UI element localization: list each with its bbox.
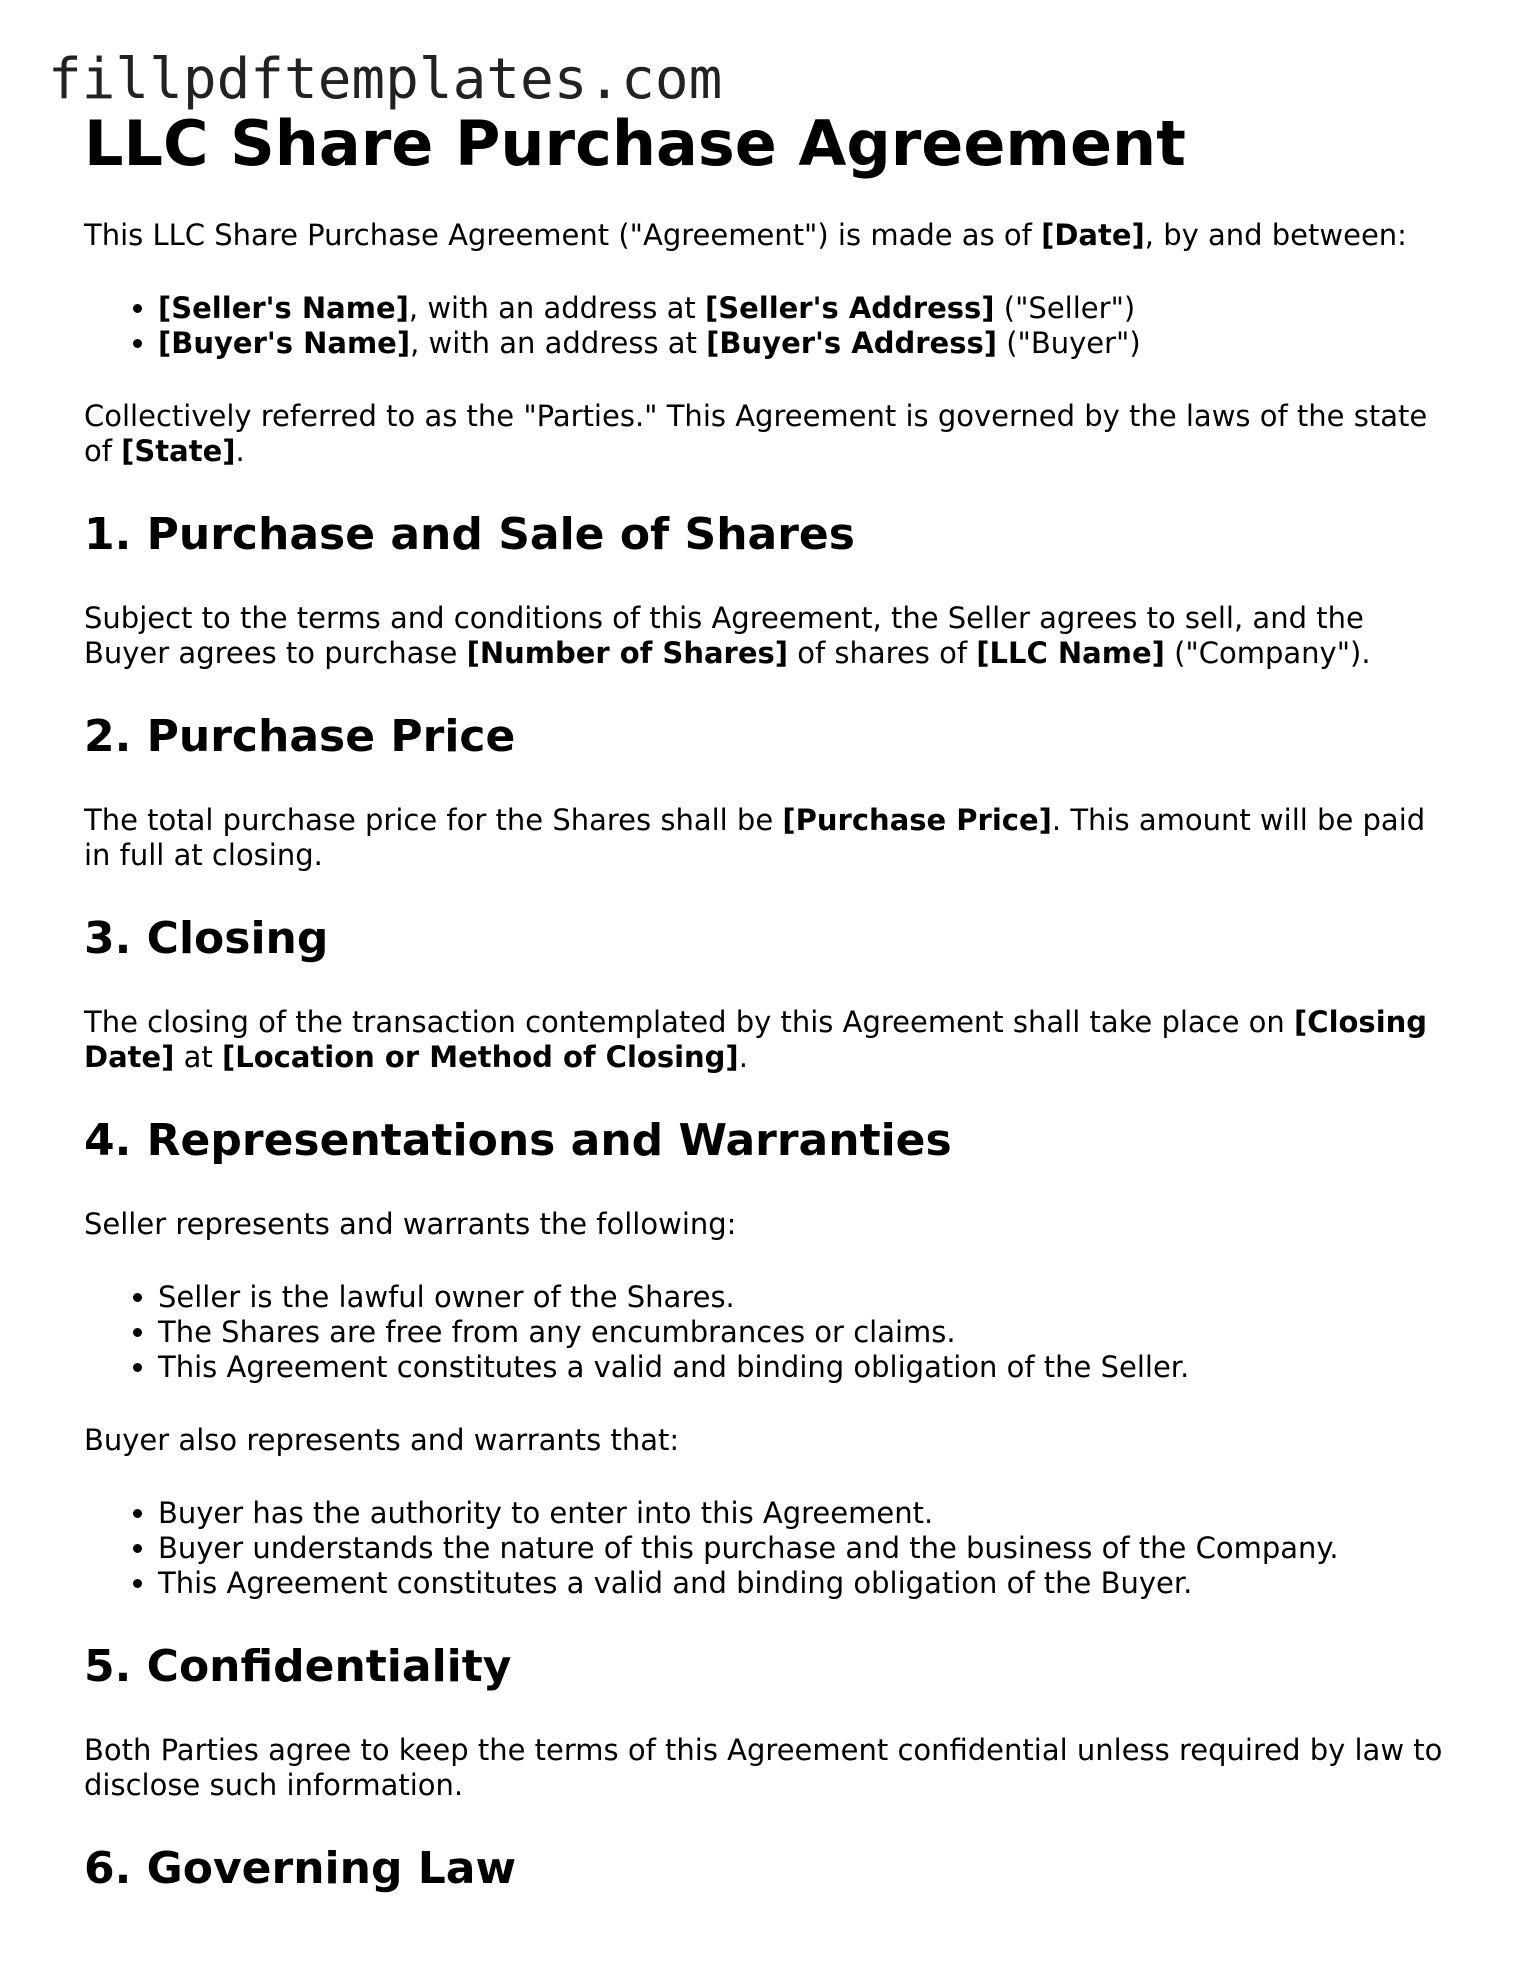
section-paragraph-purchase-sale bbox=[84, 601, 1444, 671]
section-text: . bbox=[738, 1040, 748, 1074]
collective-text-end: . bbox=[235, 434, 245, 468]
section-heading-governing-law: 6. Governing Law bbox=[84, 1843, 517, 1894]
document-page bbox=[84, 106, 1444, 1935]
section-heading-purchase-price: 2. Purchase Price bbox=[84, 711, 516, 762]
party-text: , with an address at bbox=[410, 326, 707, 360]
buyer-name-placeholder: [Buyer's Name] bbox=[158, 326, 411, 360]
list-item: • Buyer understands the nature of this purchase and the business of the Company. bbox=[158, 1531, 1444, 1566]
llc-name-placeholder: [LLC Name] bbox=[976, 636, 1165, 670]
seller-warranties-intro: Seller represents and warrants the following: bbox=[84, 1207, 737, 1241]
section-text: . This amount will be paid in full at closing. bbox=[84, 803, 1426, 872]
list-item: • Buyer has the authority to enter into this Agreement. bbox=[158, 1496, 1444, 1531]
watermark: fillpdftemplates.com bbox=[48, 47, 723, 112]
section-text: of shares of bbox=[788, 636, 977, 670]
party-item-buyer bbox=[158, 326, 1444, 361]
party-role: ("Seller") bbox=[994, 291, 1136, 325]
list-item: • The Shares are free from any encumbrances or claims. bbox=[158, 1315, 1444, 1350]
seller-address-placeholder: [Seller's Address] bbox=[704, 291, 995, 325]
section-heading-confidentiality: 5. Confidentiality bbox=[84, 1641, 512, 1692]
list-item: • This Agreement constitutes a valid and binding obligation of the Buyer. bbox=[158, 1566, 1444, 1601]
collective-text: Collectively referred to as the "Parties." This Agreement is governed by the laws of the state of bbox=[84, 399, 1428, 468]
party-role: ("Buyer") bbox=[996, 326, 1141, 360]
section-text: Subject to the terms and conditions of this Agreement, the Seller agrees to sell, and the Buyer agrees to purchase bbox=[84, 601, 1364, 670]
state-placeholder: [State] bbox=[121, 434, 236, 468]
parties-list bbox=[84, 291, 1444, 361]
list-item: • This Agreement constitutes a valid and binding obligation of the Seller. bbox=[158, 1350, 1444, 1385]
document-title: LLC Share Purchase Agreement bbox=[84, 107, 1186, 180]
intro-text: This LLC Share Purchase Agreement ("Agreement") is made as of bbox=[84, 218, 1042, 252]
section-text: ("Company"). bbox=[1164, 636, 1371, 670]
intro-text-end: , by and between: bbox=[1144, 218, 1407, 252]
section-heading-representations: 4. Representations and Warranties bbox=[84, 1115, 952, 1166]
section-heading-purchase-sale: 1. Purchase and Sale of Shares bbox=[84, 509, 855, 560]
list-item: • Seller is the lawful owner of the Shares. bbox=[158, 1280, 1444, 1315]
section-paragraph-purchase-price bbox=[84, 803, 1444, 873]
buyer-warranties-intro: Buyer also represents and warrants that: bbox=[84, 1423, 680, 1457]
date-placeholder: [Date] bbox=[1041, 218, 1145, 252]
collective-paragraph bbox=[84, 399, 1444, 469]
number-of-shares-placeholder: [Number of Shares] bbox=[466, 636, 789, 670]
section-text: The closing of the transaction contemplated by this Agreement shall take place on bbox=[84, 1005, 1295, 1039]
section-text: The total purchase price for the Shares shall be bbox=[84, 803, 783, 837]
buyer-address-placeholder: [Buyer's Address] bbox=[706, 326, 997, 360]
closing-date-placeholder: [Closing Date] bbox=[84, 1005, 1428, 1074]
seller-name-placeholder: [Seller's Name] bbox=[158, 291, 409, 325]
section-paragraph-closing bbox=[84, 1005, 1444, 1075]
section-text: at bbox=[174, 1040, 223, 1074]
seller-warranties-list bbox=[84, 1280, 1444, 1385]
closing-location-placeholder: [Location or Method of Closing] bbox=[222, 1040, 739, 1074]
intro-paragraph bbox=[84, 218, 1444, 253]
purchase-price-placeholder: [Purchase Price] bbox=[782, 803, 1052, 837]
party-item-seller bbox=[158, 291, 1444, 326]
section-paragraph-confidentiality: Both Parties agree to keep the terms of this Agreement confidential unless required by law to disclose such information. bbox=[84, 1733, 1443, 1802]
party-text: , with an address at bbox=[408, 291, 705, 325]
section-heading-closing: 3. Closing bbox=[84, 913, 329, 964]
buyer-warranties-list bbox=[84, 1496, 1444, 1601]
